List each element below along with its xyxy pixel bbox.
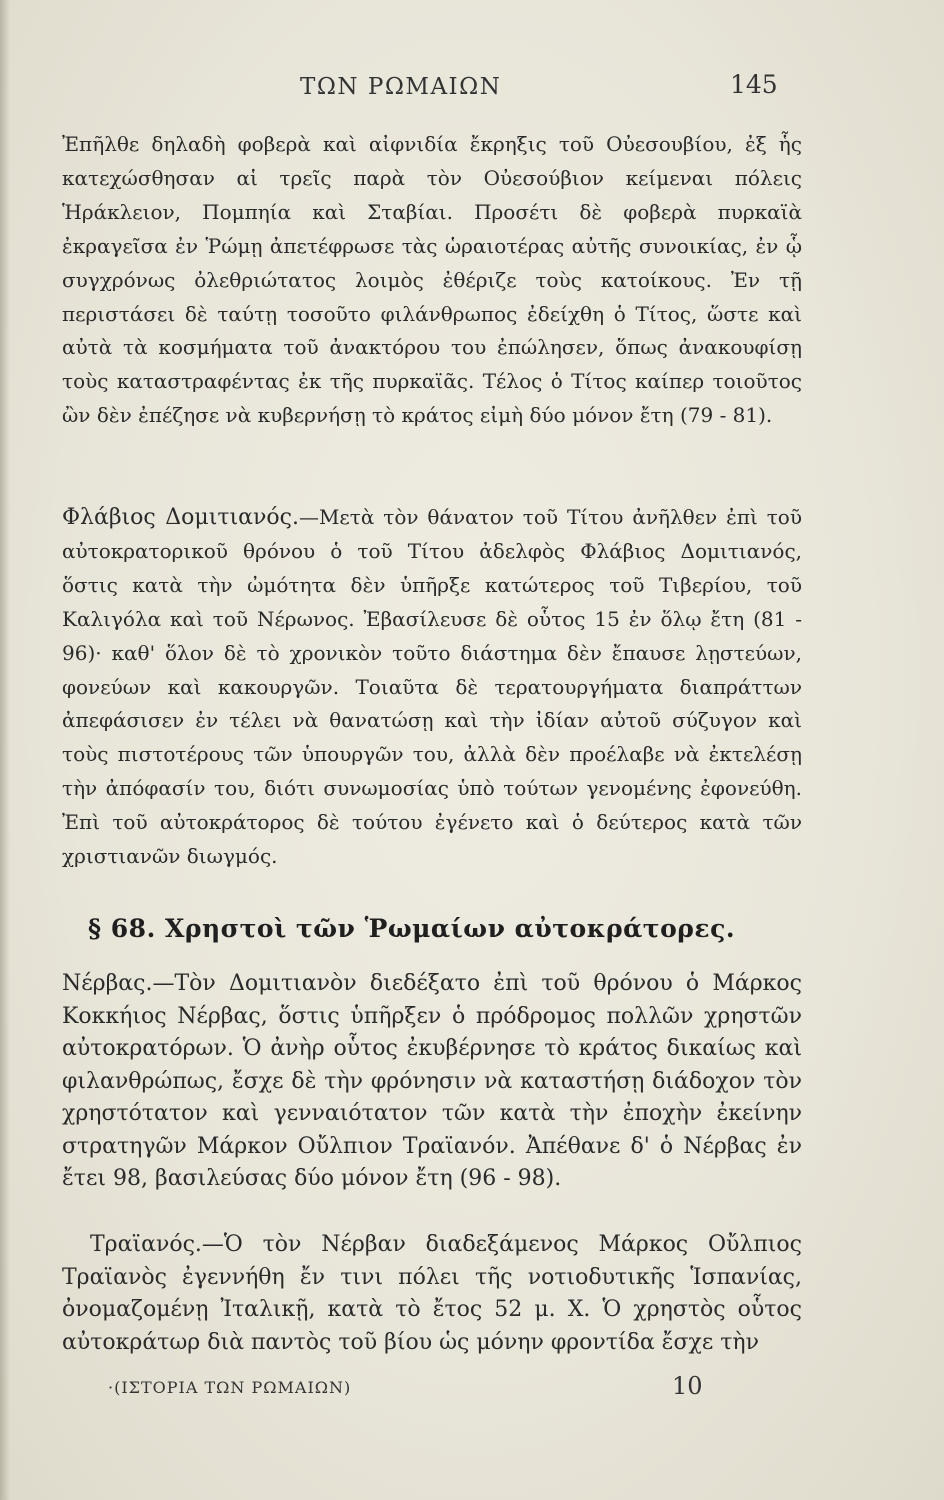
paragraph-domitian-lead: Φλάβιος Δομιτιανός.	[62, 505, 299, 530]
page-footer	[0, 1372, 944, 1408]
footer-signature: ·(ΙΣΤΟΡΙΑ ΤΩΝ ΡΩΜΑΙΩΝ)	[108, 1378, 352, 1397]
paragraph-domitian-text: —Μετὰ τὸν θάνατον τοῦ Τίτου ἀνῆλθεν ἐπὶ τοῦ αὐτοκρατορικοῦ θρόνου ὁ τοῦ Τίτου ἀδελφὸς Φλάβιος Δομιτιανός, ὅστις κατὰ τὴν ὠμότητα δὲν ὑπῆρξε κατώτερος τοῦ Τιβερίου, τοῦ Καλιγόλα καὶ τοῦ Νέρωνος. Ἐβασίλευσε δὲ οὗτος 15 ἐν ὅλῳ ἔτη (81 - 96)· καθ' ὅλον δὲ τὸ χρονικὸν τοῦτο διάστημα δὲν ἔπαυσε λῃστεύων, φονεύων καὶ κακουργῶν. Τοιαῦτα δὲ τερατουργήματα διαπράττων ἀπεφάσισεν ἐν τέλει νὰ θανατώσῃ καὶ τὴν ἰδίαν αὐτοῦ σύζυγον καὶ τοὺς πιστοτέρους τῶν ὑπουργῶν του, ἀλλὰ δὲν προέλαβε νὰ ἐκτελέσῃ τὴν ἀπόφασίν του, διότι συνωμοσίας ὑπὸ τούτων γενομένης ἐφονεύθη. Ἐπὶ τοῦ αὐτοκράτορος δὲ τούτου ἐγένετο καὶ ὁ δεύτερος κατὰ τῶν χριστιανῶν διωγμός.	[62, 505, 802, 869]
paragraph-vesuvius: Ἐπῆλθε δηλαδὴ φοβερὰ καὶ αἰφνιδία ἔκρηξις τοῦ Οὐεσουβίου, ἐξ ἧς κατεχώσθησαν αἱ τρεῖς παρὰ τὸν Οὐεσούβιον κείμεναι πόλεις Ἡράκλειον, Πομπηία καὶ Σταβίαι. Προσέτι δὲ φοβερὰ πυρκαϊὰ ἐκραγεῖσα ἐν Ῥώμῃ ἀπετέφρωσε τὰς ὡραιοτέρας αὐτῆς συνοικίας, ἐν ᾧ συγχρόνως ὀλεθριώτατος λοιμὸς ἐθέριζε τοὺς κατοίκους. Ἐν τῇ περιστάσει δὲ ταύτῃ τοσοῦτο φιλάνθρωπος ἐδείχθη ὁ Τίτος, ὥστε καὶ αὐτὰ τὰ κοσμήματα τοῦ ἀνακτόρου του ἐπώλησεν, ὅπως ἀνακουφίσῃ τοὺς καταστραφέντας ἐκ τῆς πυρκαϊᾶς. Τέλος ὁ Τίτος καίπερ τοιοῦτος ὢν δὲν ἐπέζησε νὰ κυβερνήσῃ τὸ κράτος εἰμὴ δύο μόνον ἔτη (79 - 81).	[62, 132, 802, 428]
paragraph-trajan: Τραϊανός.—Ὁ τὸν Νέρβαν διαδεξάμενος Μάρκος Οὔλπιος Τραϊανὸς ἐγεννήθη ἔν τινι πόλει τῆς νοτιοδυτικῆς Ἱσπανίας, ὀνομαζομένῃ Ἰταλικῇ, κατὰ τὸ ἔτος 52 μ. Χ. Ὁ χρηστὸς οὗτος αὐτοκράτωρ διὰ παντὸς τοῦ βίου ὡς μόνην φροντίδα ἔσχε τὴν	[62, 1232, 802, 1355]
page-edge-shadow	[0, 0, 10, 1500]
sheet-number: 10	[672, 1372, 703, 1400]
page-header	[0, 68, 944, 108]
page-number: 145	[730, 70, 778, 99]
section-heading: § 68. Χρηστοὶ τῶν Ῥωμαίων αὐτοκράτορες.	[88, 914, 736, 943]
running-title: ΤΩΝ ΡΩΜΑΙΩΝ	[300, 74, 502, 100]
paragraph-domitian	[62, 501, 802, 874]
paragraph-nerva: Νέρβας.—Τὸν Δομιτιανὸν διεδέξατο ἐπὶ τοῦ θρόνου ὁ Μάρκος Κοκκήιος Νέρβας, ὅστις ὑπῆρξεν ὁ πρόδρομος πολλῶν χρηστῶν αὐτοκρατόρων. Ὁ ἀνὴρ οὗτος ἐκυβέρνησε τὸ κράτος δικαίως καὶ φιλανθρώπως, ἔσχε δὲ τὴν φρόνησιν νὰ καταστήσῃ διάδοχον τὸν χρηστότατον καὶ γενναιότατον τῶν κατὰ τὴν ἐποχὴν ἐκείνην στρατηγῶν Μάρκον Οὔλπιον Τραϊανόν. Ἀπέθανε δ' ὁ Νέρβας ἐν ἔτει 98, βασιλεύσας δύο μόνον ἔτη (96 - 98).	[62, 971, 802, 1191]
